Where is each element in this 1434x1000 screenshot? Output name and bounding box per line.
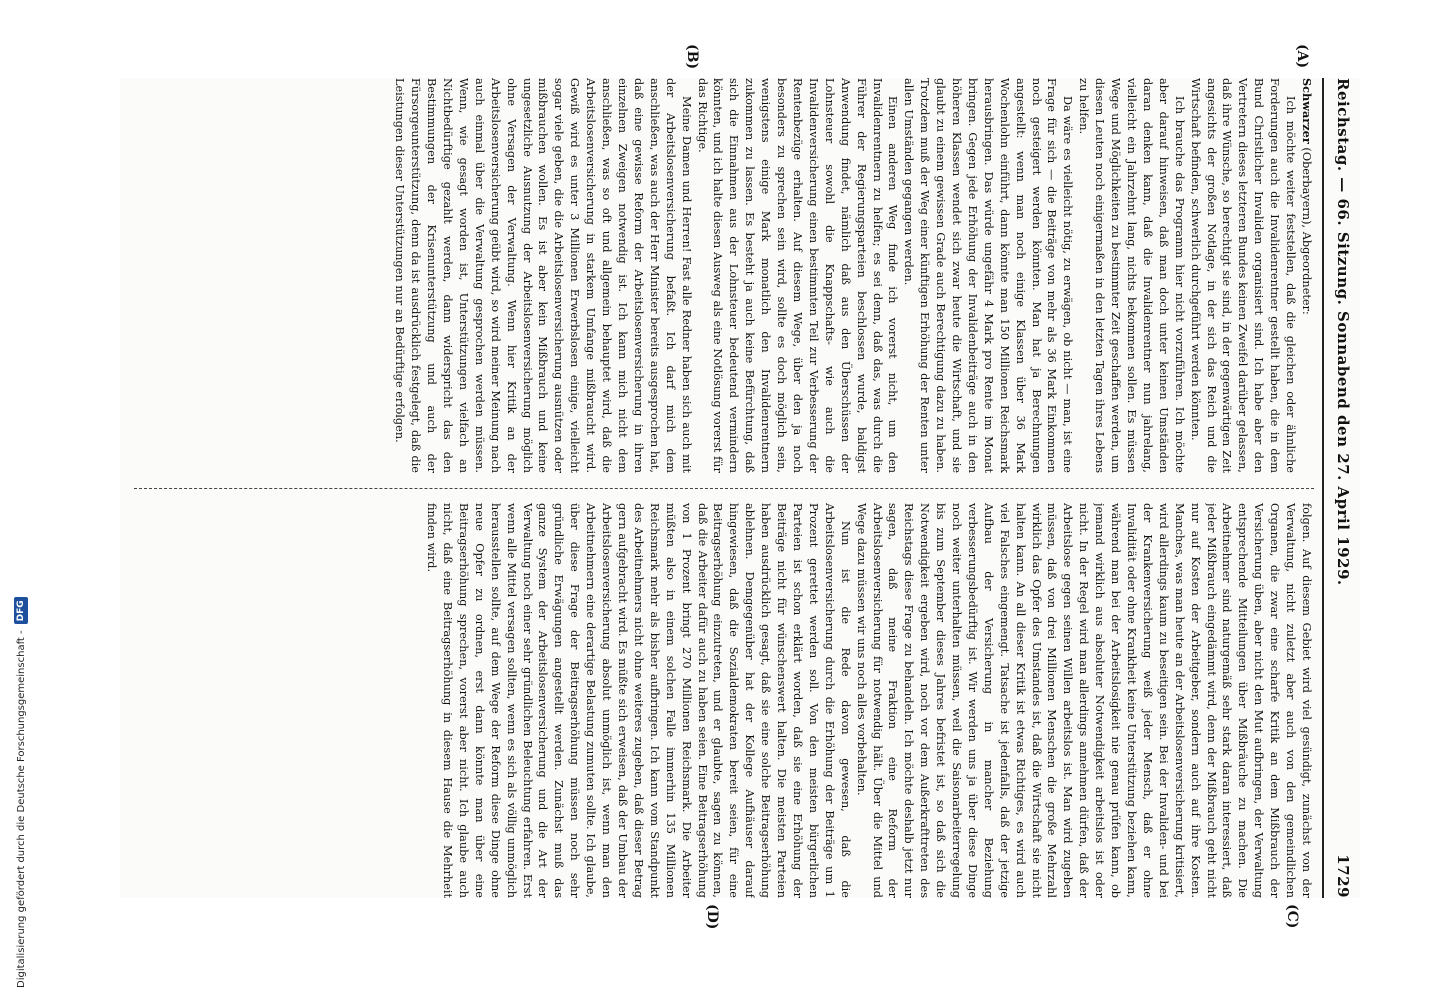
paragraph: Nun ist die Rede davon gewesen, daß die Arbeitslosenversicherung durch die Erhöhung der Beiträge um 1 Prozent gerettet werden soll. Von den meisten bürgerlichen Parteien ist schon erklärt worden, daß sie eine Erhöhung der Beiträge nicht für wünschenswert halten. Die meisten Parteien haben ausdrücklich gesagt, daß sie eine solche Beitragserhöhung ablehnen. Demgegenüber hat der Kollege Aufhäuser darauf hingewiesen, daß die Sozialdemokraten bereit seien, für eine Beitragserhöhung einzutreten, und er glaubte, sagen zu können, daß die Arbeiter dafür auch zu haben seien. Eine Beitragserhöhung von 1 Prozent bringt 270 Millionen Reichsmark. Die Arbeiter müßten also in einem solchen Falle immerhin 135 Millionen Reichsmark mehr als bisher aufbringen. Ich kann vom Standpunkt des Arbeitnehmers nicht ohne weiteres zugeben, daß dieser Betrag gern aufgebracht wird. Es müßte sich erweisen, daß der Umbau der Arbeitslosenversicherung absolut unmöglich ist, wenn man den Arbeitnehmern eine derartige Belastung zumuten sollte. Ich glaube, über diese Frage der Beitragserhöhung müssen noch sehr gründliche Erwägungen angestellt werden. Zunächst muß das ganze System der Arbeitslosenversicherung und die Art der Verwaltung noch einer sehr gründlichen Beleuchtung erfahren. Erst wenn alle Mittel versagen sollten, wenn es sich als völlig unmöglich herausstellen sollte, auf dem Wege der Reform diese Dinge ohne neue Opfer zu ordnen, erst dann könnte man über eine Beitragserhöhung sprechen, vorerst aber nicht. Ich glaube auch nicht, daß eine Beitragserhöhung in diesem Hause die Mehrheit finden wird. (425, 503, 852, 898)
digitization-footer (12, 0, 30, 1000)
column-divider (134, 488, 1314, 489)
paragraph: Ich brauche das Programm hier nicht vorzuführen. Ich möchte aber darauf hinweisen, daß man doch unter keinen Umständen daran denken kann, daß die Invalidenrentner nun jahrelang, vielleicht ein Jahrzehnt lang, nichts bekommen sollen. Es müssen Wege und Möglichkeiten zu bestimmter Zeit geschaffen werden, um diesen Leuten noch einigermaßen in den letzten Tagen ihres Lebens zu helfen. (1077, 78, 1186, 473)
speaker-line (1298, 78, 1314, 473)
document-page (120, 44, 1360, 930)
margin-marker-a: (A) (1294, 44, 1310, 69)
header-rule (1322, 78, 1324, 898)
paragraph: Meine Damen und Herren! Fast alle Redner haben sich auch mit der Arbeitslosenversicherung befaßt. Ich darf mich dem anschließen, was auch der Herr Minister bereits ausgesprochen hat, daß eine gewisse Reform der Arbeitslosenversicherung in ihren einzelnen Zweigen notwendig ist. Ich kann mich nicht dem anschließen, was so oft und allgemein behauptet wird, daß die Arbeitslosenversicherung in starkem Umfange mißbraucht wird. Gewiß wird es unter 3 Millionen Erwerbslosen einige, vielleicht sogar viele geben, die die Arbeitslosenversicherung ausnützen oder mißbrauchen wollen. Es ist aber kein Mißbrauch und keine ungesetzliche Ausnutzung der Arbeitslosenversicherung möglich ohne Versagen der Verwaltung. Wenn hier Kritik an der Arbeitslosenversicherung geübt wird, so wird meiner Meinung nach auch einmal über die Verwaltung gesprochen werden müssen. Wenn, wie gesagt worden ist, Unterstützungen vielfach an Nichtbedürftige gezahlt werden, dann widerspricht das den Bestimmungen der Krisenunterstützung und auch der Fürsorgeunterstützung, denn da ist ausdrücklich festgelegt, daß die Leistungen dieser Unterstützungen nur an Bedürftige erfolgen. (393, 78, 693, 473)
margin-marker-d: (D) (704, 904, 720, 930)
footer-text: Digitalisierung gefördert durch die Deutsche Forschungsgemeinschaft - (15, 630, 27, 988)
right-column (129, 503, 1314, 898)
margin-marker-b: (B) (684, 44, 700, 70)
dfg-logo: DFG (14, 597, 28, 624)
paragraph: Einen anderen Weg finde ich vorerst nicht, um den Invalidenrentnern zu helfen; es sei denn, daß das, was durch die Führer der Regierungsparteien beschlossen wurde, baldigst Anwendung findet, nämlich daß aus den Überschüssen der Lohnsteuer sowohl die Knappschafts- wie auch die Invalidenversicherung einen bestimmten Teil zur Verbesserung der Rentenbezüge erhalten. Auf diesem Wege, über den ja noch besonders zu sprechen sein wird, sollte es doch möglich sein, wenigstens einige Mark monatlich den Invalidenrentnern zukommen zu lassen. Es besteht ja auch keine Befürchtung, daß sich die Einnahmen aus der Lohnsteuer bedeutend vermindern könnten, und ich halte diesen Ausweg als eine Notlösung vorerst für das Richtige. (695, 78, 900, 473)
rotated-text-area (120, 44, 1360, 930)
paragraph: folgen. Auf diesem Gebiet wird viel gesündigt, zunächst von der Verwaltung, nicht zuletzt aber auch von den gemeindlichen Organen, die zwar eine scharfe Kritik an dem Mißbrauch der Versicherung üben, aber nicht den Mut aufbringen, der Verwaltung entsprechende Mitteilungen über Mißbräuche zu machen. Die Arbeitnehmer sind naturgemäß sehr stark daran interessiert, daß jeder Mißbrauch eingedämmt wird, denn der Mißbrauch geht nicht nur auf Kosten der Arbeitgeber, sondern auch auf ihre Kosten. Manches, was man heute an der Arbeitslosenversicherung kritisiert, wird allerdings kaum zu beseitigen sein. Bei der Invaliden- und bei der Krankenversicherung weiß jeder Mensch, daß er ohne Invalidität oder ohne Krankheit keine Unterstützung beziehen kann, während man bei der Arbeitslosigkeit nie genau prüfen kann, ob jemand wirklich aus absoluter Notwendigkeit arbeitslos ist oder nicht. In der Regel wird man allerdings annehmen dürfen, daß der Arbeitslose gegen seinen Willen arbeitslos ist. Man wird zugeben müssen, daß von drei Millionen Menschen die große Mehrzahl wirklich das Opfer des Umstandes ist, daß die Wirtschaft sie nicht halten kann. An all dieser Kritik ist etwas Richtiges, es wird auch viel Falsches eingemengt. Tatsache ist jedenfalls, daß der jetzige Aufbau der Versicherung in mancher Beziehung verbesserungsbedürftig ist. Wir werden uns ja über diese Dinge noch weiter unterhalten müssen, weil die Saisonarbeiterregelung bis zum September dieses Jahres befristet ist, so daß sich die Notwendigkeit ergeben wird, noch vor dem Außerkrafttreten des Reichstags diese Frage zu behandeln. Ich möchte deshalb jetzt nur sagen, daß meine Fraktion eine Reform der Arbeitslosenversicherung für notwendig hält. Über die Mittel und Wege dazu müssen wir uns noch alles vorbehalten. (854, 503, 1313, 898)
page-number: 1729 (1334, 854, 1352, 898)
margin-marker-c: (C) (1284, 904, 1300, 929)
left-column (129, 78, 1314, 473)
paragraph: Da wäre es vielleicht nötig, zu erwägen, ob nicht — man, ist eine Frage für sich — die Beiträge von mehr als 36 Mark Einkommen noch gesteigert werden könnten. Man hat ja Berechnungen angestellt: wenn man noch einige Klassen über 36 Mark Wochenlohn einführt, dann könnte man 150 Millionen Reichsmark herausbringen. Das würde ungefähr 4 Mark pro Rente im Monat bringen. Gegen jede Erhöhung der Invalidenbeiträge auch in den höheren Klassen wendet sich zwar heute die Wirtschaft, und sie glaubt zu einem gewissen Grade auch Berechtigung dazu zu haben. Trotzdem muß der Weg einer künftigen Erhöhung der Renten unter allen Umständen gegangen werden. (902, 78, 1075, 473)
speaker-suffix: (Oberbayern), Abgeordneter: (1300, 147, 1313, 315)
page-header (1328, 78, 1352, 898)
speaker-name: Schwarzer (1300, 78, 1314, 144)
header-title: Reichstag. — 66. Sitzung. Sonnabend den 27. April 1929. (1334, 78, 1352, 586)
paragraph: Ich möchte weiter feststellen, daß die gleichen oder ähnliche Forderungen auch die Invalidenrentner gestellt haben, die in dem Bund Christlicher Invaliden organisiert sind. Ich habe aber den Vertretern dieses letzteren Bundes keinen Zweifel darüber gelassen, daß ihre Wünsche, so berechtigt sie sind, in der gegenwärtigen Zeit angesichts der großen Notlage, in der sich das Reich und die Wirtschaft befinden, schwerlich durchgeführt werden könnten. (1188, 78, 1298, 473)
